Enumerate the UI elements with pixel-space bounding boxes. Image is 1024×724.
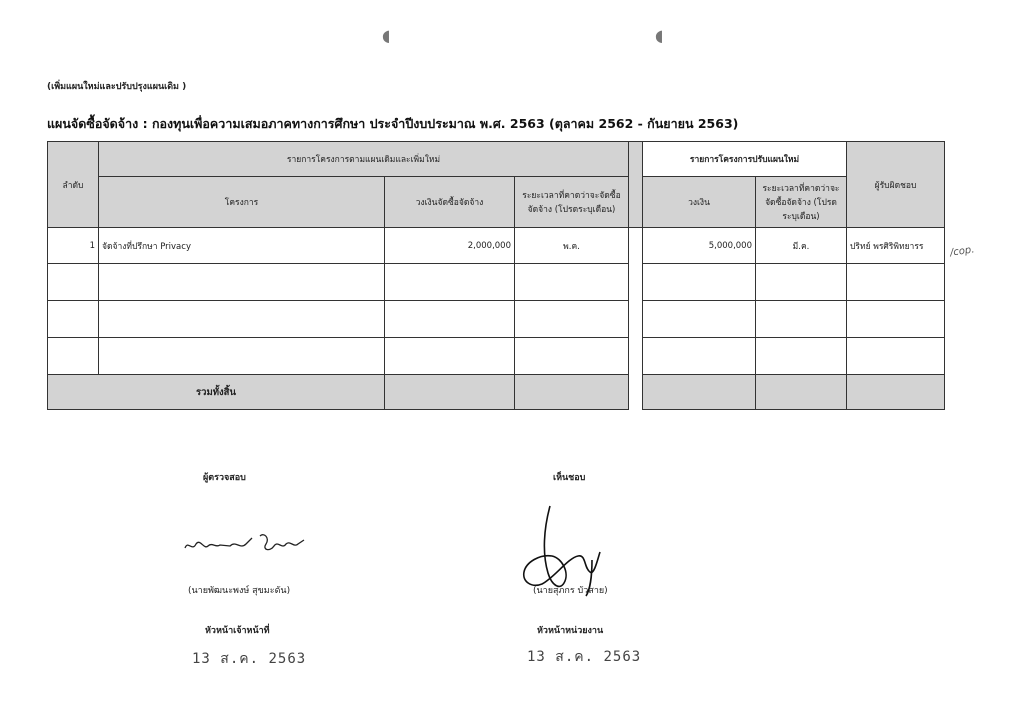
cell-period: พ.ค. (515, 228, 629, 264)
cell-revised-budget: 5,000,000 (643, 228, 756, 264)
document-title: แผนจัดซื้อจัดจ้าง : กองทุนเพื่อความเสมอภาคทางการศึกษา ประจำปีงบประมาณ พ.ศ. 2563 (ตุลาคม 2562 - กันยายน 2563) (47, 116, 739, 131)
table-row (48, 228, 945, 264)
scan-mark-icon: ◖ (382, 26, 391, 45)
reviewer-label: ผู้ตรวจสอบ (203, 473, 246, 483)
header-revised-period: ระยะเวลาที่คาดว่าจะจัดซื้อจัดจ้าง (โปรดระบุเดือน) (756, 177, 847, 228)
table-row-empty (48, 264, 945, 301)
total-label: รวมทั้งสิ้น (48, 375, 385, 410)
reviewer-date-stamp: 13 ส.ค. 2563 (192, 651, 307, 667)
total-responsible (847, 375, 945, 410)
header-budget: วงเงินจัดซื้อจัดจ้าง (385, 177, 515, 228)
approver-date-stamp: 13 ส.ค. 2563 (527, 649, 642, 665)
table-row-empty (48, 338, 945, 375)
table-row-empty (48, 301, 945, 338)
scan-mark-icon: ◖ (655, 26, 664, 45)
table-total-row (48, 375, 945, 410)
cell-project: จัดจ้างที่ปรึกษา Privacy (99, 228, 385, 264)
header-responsible: ผู้รับผิดชอบ (847, 142, 945, 228)
header-project: โครงการ (99, 177, 385, 228)
header-divider (629, 142, 643, 228)
approver-position: หัวหน้าหน่วยงาน (537, 626, 604, 636)
handwritten-annotation: /cop. (949, 244, 976, 259)
header-revised-budget: วงเงิน (643, 177, 756, 228)
header-original-group: รายการโครงการตามแผนเดิมและเพิ่มใหม่ (99, 142, 629, 177)
reviewer-signature (180, 528, 310, 558)
header-period: ระยะเวลาที่คาดว่าจะจัดซื้อจัดจ้าง (โปรดระบุเดือน) (515, 177, 629, 228)
header-revised-group: รายการโครงการปรับแผนใหม่ (643, 142, 847, 177)
cell-revised-period: มี.ค. (756, 228, 847, 264)
cell-order: 1 (48, 228, 99, 264)
approver-label: เห็นชอบ (553, 473, 586, 483)
cell-divider (629, 228, 643, 264)
total-period (515, 375, 629, 410)
header-order: ลำดับ (48, 142, 99, 228)
total-revised-budget (643, 375, 756, 410)
cell-budget: 2,000,000 (385, 228, 515, 264)
reviewer-position: หัวหน้าเจ้าหน้าที่ (205, 626, 270, 636)
header-note: (เพิ่มแผนใหม่และปรับปรุงแผนเดิม ) (47, 82, 187, 92)
procurement-table (47, 141, 945, 410)
approver-name: (นายสุภกร บัวสาย) (533, 586, 608, 596)
reviewer-name: (นายพัฒนะพงษ์ สุขมะดัน) (188, 586, 291, 596)
total-budget (385, 375, 515, 410)
total-revised-period (756, 375, 847, 410)
cell-responsible: ปริทย์ พรศิริพิทยารร (847, 228, 945, 264)
